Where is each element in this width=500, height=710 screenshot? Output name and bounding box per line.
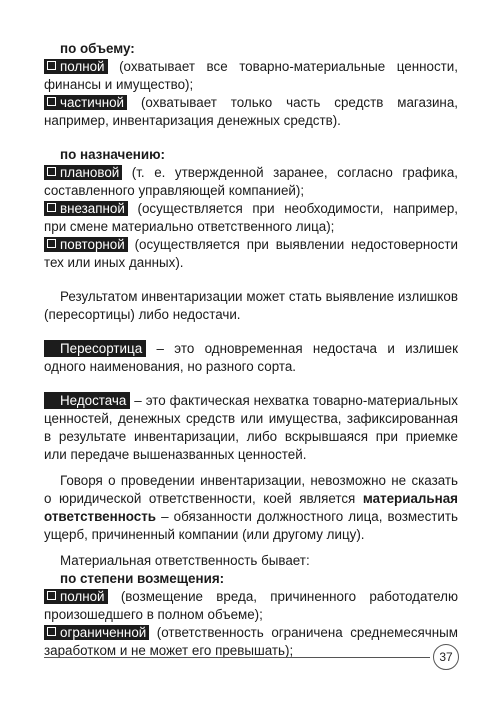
term-label: плановой [60, 165, 120, 180]
page-number: 37 [433, 644, 459, 670]
term-label: внезапной [60, 201, 125, 216]
definition-item [44, 236, 458, 272]
regrading-definition [44, 340, 458, 376]
term-tag [44, 95, 127, 110]
definition-text: (охватывает только часть средств магазина, например, инвентаризация денежных средств). [44, 95, 458, 128]
term-tag [44, 625, 149, 640]
definition-text: (т. е. утвержденной заранее, согласно графика, составленного управляющей компанией); [44, 165, 458, 198]
term-label: ограниченной [60, 625, 147, 640]
liability-intro: Материальная ответственность бывает: [60, 553, 310, 568]
definition-item [44, 94, 458, 130]
definition-item [44, 624, 458, 660]
footer-rule [44, 657, 430, 658]
definition-text: – это одновременная недостача и излишек одного наименования, но разного сорта. [44, 341, 458, 374]
checkbox-square-icon [47, 97, 56, 106]
term-regrading: Пересортица [44, 340, 146, 357]
term-label: полной [60, 589, 105, 604]
checkbox-square-icon [47, 627, 56, 636]
bold-term: материальная ответственность [44, 491, 458, 524]
definition-text: (осуществляется при выявлении недостоверности тех или иных данных). [44, 237, 458, 270]
section-heading-purpose: по назначению: [60, 147, 165, 162]
definition-item [44, 58, 458, 94]
definition-text: (охватывает все товарно-материальные ценности, финансы и имущество); [44, 59, 458, 92]
page-body [44, 40, 458, 660]
shortage-definition [44, 392, 458, 464]
term-tag [44, 201, 128, 216]
term-label: частичной [60, 95, 125, 110]
term-shortage: Недостача [44, 392, 130, 409]
definition-item [44, 200, 458, 236]
definition-text: (осуществляется при необходимости, например, при смене материально ответственного лица); [44, 201, 458, 234]
term-label: повторной [60, 237, 125, 252]
checkbox-square-icon [47, 591, 56, 600]
definition-text: (возмещение вреда, причиненного работодателю произошедшего в полном объеме); [44, 589, 458, 622]
checkbox-square-icon [47, 61, 56, 70]
section-heading-volume: по объему: [60, 41, 135, 56]
term-tag [44, 165, 122, 180]
checkbox-square-icon [47, 239, 56, 248]
checkbox-square-icon [47, 167, 56, 176]
term-tag [44, 59, 108, 74]
paragraph-text: Говоря о проведении инвентаризации, невозможно не сказать о юридической ответственности, коей является [44, 473, 458, 506]
result-paragraph: Результатом инвентаризации может стать выявление излишков (пересортицы) либо недостачи. [44, 289, 458, 322]
definition-item [44, 164, 458, 200]
term-tag [44, 589, 108, 604]
term-label: полной [60, 59, 105, 74]
paragraph-text: – обязанности должностного лица, возместить ущерб, причиненный компании (или другому лицу). [44, 509, 458, 542]
definition-text: – это фактическая нехватка товарно-материальных ценностей, денежных средств или имущества, зафиксированная в результате инвентаризации, либо вскрывшаяся при приемке или передаче вышеназванных ценностей. [44, 393, 458, 462]
term-tag [44, 237, 128, 252]
definition-item [44, 588, 458, 624]
liability-paragraph [44, 472, 458, 544]
definition-text: (ответственность ограничена среднемесячным заработком и не может его превышать); [44, 625, 458, 658]
section-heading-compensation: по степени возмещения: [60, 571, 225, 586]
checkbox-square-icon [47, 203, 56, 212]
